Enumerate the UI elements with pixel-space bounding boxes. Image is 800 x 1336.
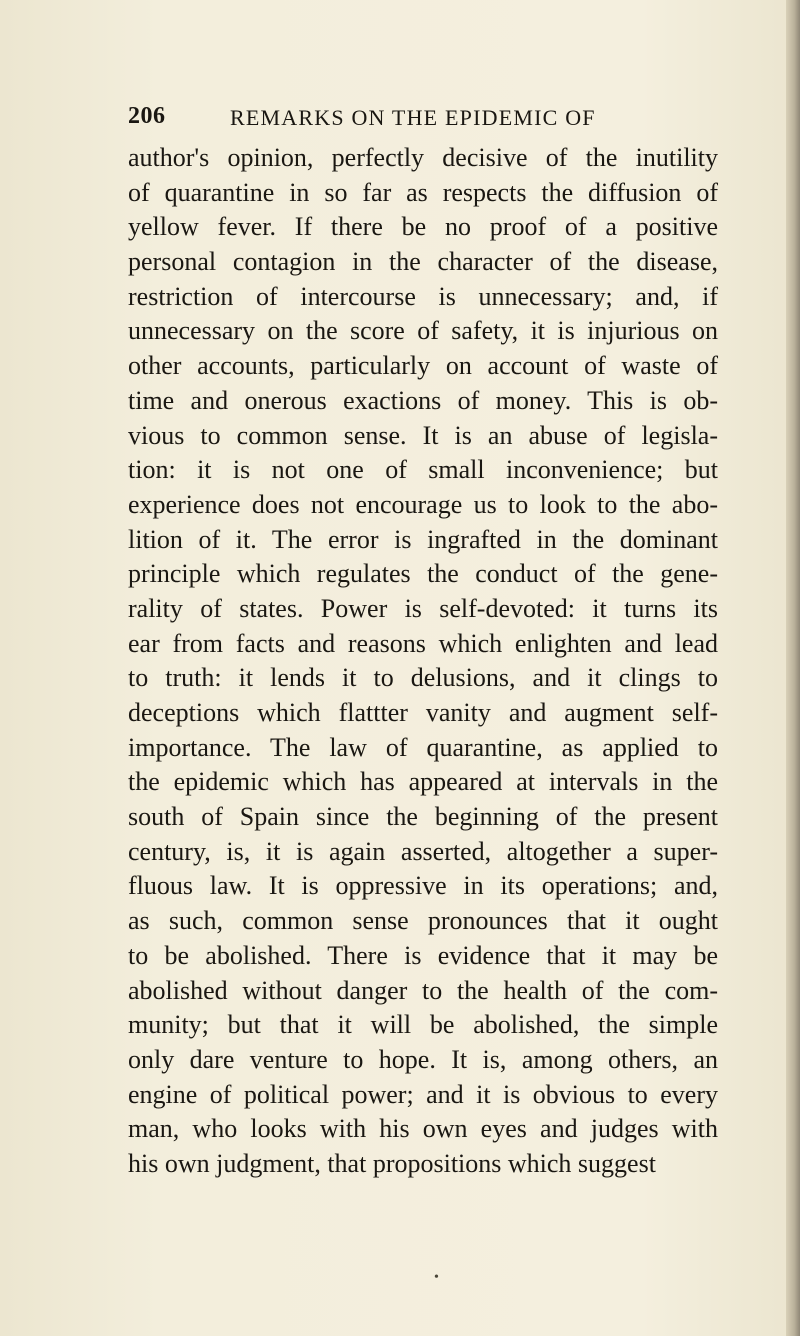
text-line: munity; but that it will be abolished, the simple <box>128 1010 718 1040</box>
text-line: yellow fever. If there be no proof of a positive <box>128 212 718 242</box>
text-line: deceptions which flattter vanity and augment self- <box>128 698 718 727</box>
text-line: to be abolished. There is evidence that it may be <box>128 940 718 970</box>
text-line: only dare venture to hope. It is, among others, an <box>128 1044 718 1074</box>
text-line: man, who looks with his own eyes and judges with <box>128 1114 718 1144</box>
running-head <box>128 103 688 137</box>
text-line: importance. The law of quarantine, as applied to <box>128 732 718 762</box>
text-line: engine of political power; and it is obvious to every <box>128 1079 718 1109</box>
text-line: principle which regulates the conduct of the gene- <box>128 559 718 589</box>
text-line: to truth: it lends it to delusions, and it clings to <box>128 663 718 693</box>
text-line: lition of it. The error is ingrafted in the dominant <box>128 524 718 554</box>
text-line: tion: it is not one of small inconvenience; but <box>128 455 718 485</box>
page-edge <box>786 0 800 1336</box>
running-title: REMARKS ON THE EPIDEMIC OF <box>230 105 596 130</box>
page-number: 206 <box>128 103 166 129</box>
text-line: as such, common sense pronounces that it ought <box>128 906 718 936</box>
footer-mark: • <box>434 1270 439 1285</box>
text-line: century, is, it is again asserted, altogether a super- <box>128 836 718 866</box>
text-line: personal contagion in the character of the disease, <box>128 247 718 277</box>
text-line: fluous law. It is oppressive in its operations; and, <box>128 871 718 901</box>
text-line: of quarantine in so far as respects the diffusion of <box>128 177 718 207</box>
text-line: other accounts, particularly on account of waste of <box>128 351 718 381</box>
text-line: experience does not encourage us to look to the abo- <box>128 489 718 519</box>
text-line: south of Spain since the beginning of the present <box>128 802 718 832</box>
text-line: unnecessary on the score of safety, it is injurious on <box>128 316 718 346</box>
text-line: author's opinion, perfectly decisive of the inutility <box>128 143 718 172</box>
text-line: ear from facts and reasons which enlighten and lead <box>128 628 718 658</box>
text-line: time and onerous exactions of money. This is ob- <box>128 385 718 415</box>
text-line: rality of states. Power is self-devoted: it turns its <box>128 593 718 623</box>
text-line: abolished without danger to the health of the com- <box>128 975 718 1005</box>
text-line: vious to common sense. It is an abuse of legisla- <box>128 420 718 450</box>
text-line: the epidemic which has appeared at intervals in the <box>128 767 718 797</box>
text-line: restriction of intercourse is unnecessary; and, if <box>128 281 718 311</box>
text-line: his own judgment, that propositions which suggest <box>128 1148 656 1178</box>
body-text <box>128 141 718 1182</box>
